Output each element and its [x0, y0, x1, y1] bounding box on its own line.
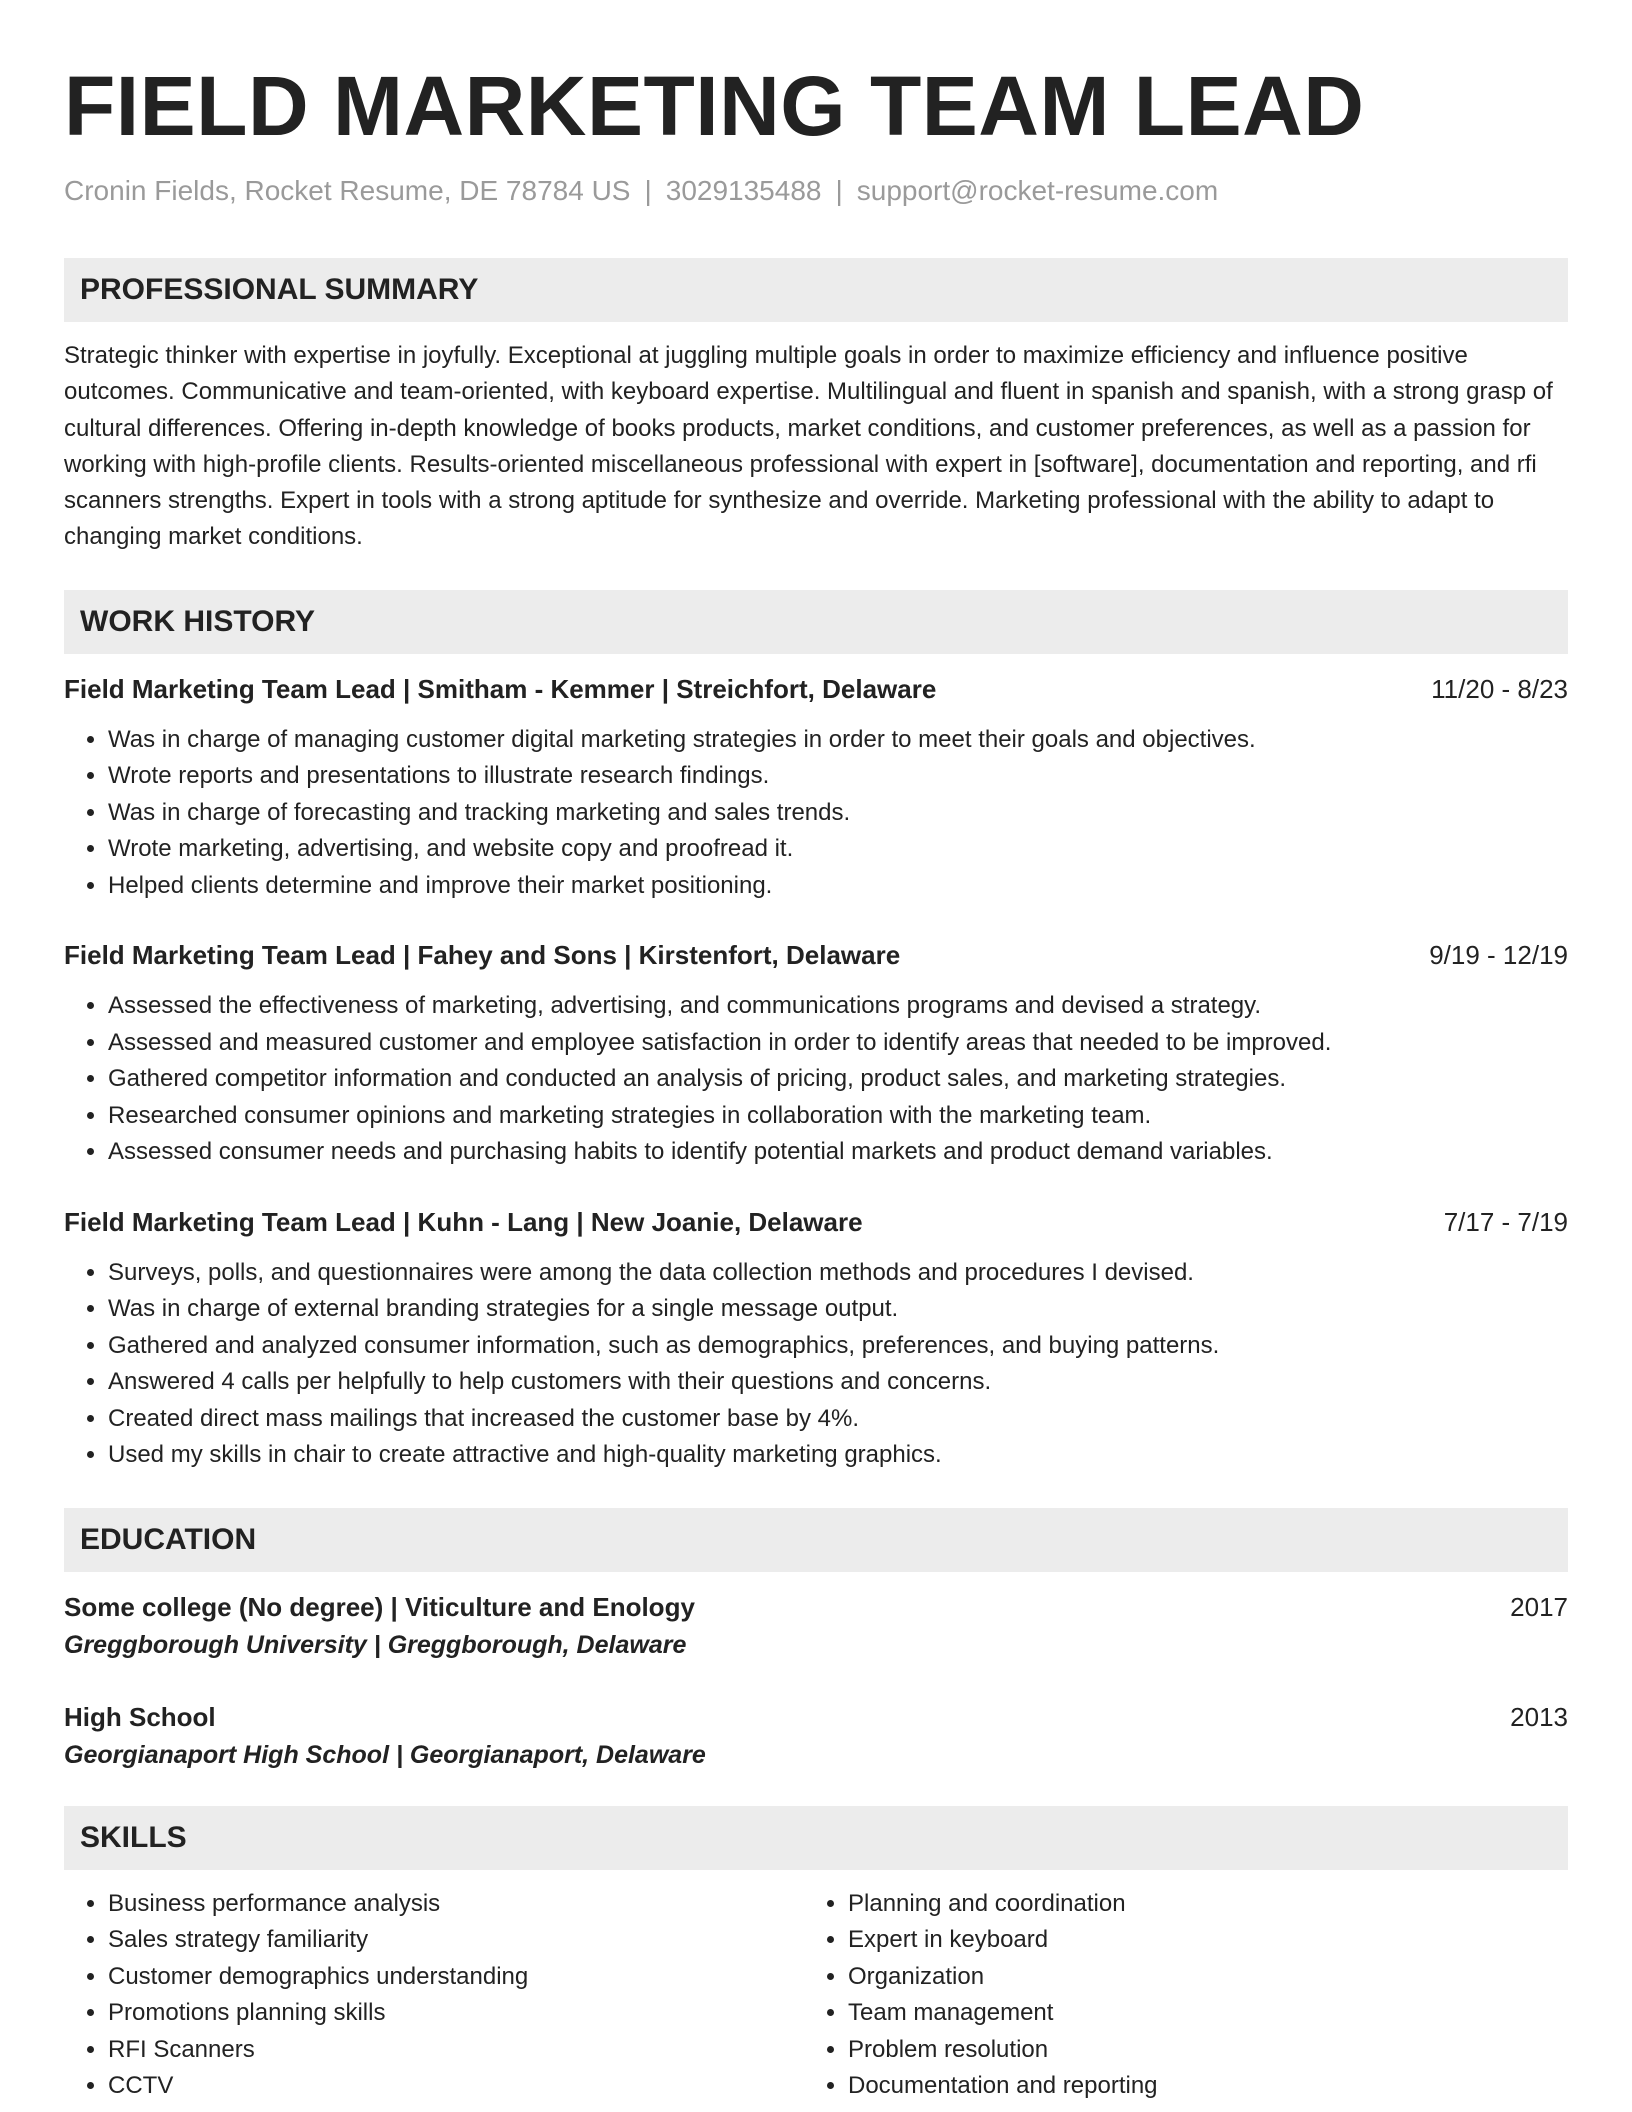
- job-title: Field Marketing Team Lead | Fahey and Sons | Kirstenfort, Delaware: [64, 940, 901, 971]
- job-title: Field Marketing Team Lead | Kuhn - Lang | New Joanie, Delaware: [64, 1206, 863, 1237]
- skill-item: • Customer demographics understanding: [108, 1959, 804, 1996]
- skills-column-right: [804, 1886, 1544, 2105]
- skill-item: • Team management: [848, 1995, 1544, 2032]
- education-school: Georgianaport High School | Georgianaport, Delaware: [64, 1740, 706, 1769]
- job-bullet: • Answered 4 calls per helpfully to help customers with their questions and concerns.: [108, 1364, 1568, 1401]
- education-year: 2013: [1510, 1701, 1568, 1732]
- job-bullet: • Gathered competitor information and conducted an analysis of pricing, product sales, and marketing strategies.: [108, 1061, 1568, 1098]
- job-bullet: • Used my skills in chair to create attractive and high-quality marketing graphics.: [108, 1437, 1568, 1474]
- section-header-skills: SKILLS: [64, 1806, 1568, 1870]
- job-bullet: • Wrote marketing, advertising, and website copy and proofread it.: [108, 831, 1568, 868]
- job-dates: 11/20 - 8/23: [1431, 673, 1568, 704]
- skills-column-left: [64, 1886, 804, 2105]
- job-bullets: [64, 1255, 1568, 1474]
- skill-item: • Business performance analysis: [108, 1886, 804, 1923]
- skill-item: • Problem resolution: [848, 2032, 1544, 2069]
- job-bullet: • Wrote reports and presentations to illustrate research findings.: [108, 758, 1568, 795]
- job-dates: 7/17 - 7/19: [1443, 1206, 1568, 1237]
- contact-separator: |: [835, 175, 843, 206]
- contact-address: Cronin Fields, Rocket Resume, DE 78784 US: [64, 175, 631, 206]
- job-entry: [64, 938, 1568, 1171]
- education-school: Greggborough University | Greggborough, Delaware: [64, 1630, 687, 1659]
- section-header-education: EDUCATION: [64, 1508, 1568, 1572]
- summary-text: Strategic thinker with expertise in joyfully. Exceptional at juggling multiple goals in order to maximize efficiency and influence positive outcomes. Communicative and team-oriented, with keyboard expertise. Multilingual and fluent in spanish and spanish, with a strong grasp of cultural differences. Offering in-depth knowledge of books products, market conditions, and customer preferences, as well as a passion for working with high-profile clients. Results-oriented miscellaneous professional with expert in [software], documentation and reporting, and rfi scanners strengths. Expert in tools with a strong aptitude for synthesize and override. Marketing professional with the ability to adapt to changing market conditions.: [64, 342, 1553, 551]
- job-bullet: • Assessed and measured customer and employee satisfaction in order to identify areas that needed to be improved.: [108, 1025, 1568, 1062]
- skill-item: • Documentation and reporting: [848, 2068, 1544, 2105]
- skill-item: • RFI Scanners: [108, 2032, 804, 2069]
- section-header-summary: PROFESSIONAL SUMMARY: [64, 258, 1568, 322]
- job-entry: [64, 1205, 1568, 1474]
- job-bullet: • Was in charge of managing customer digital marketing strategies in order to meet their goals and objectives.: [108, 722, 1568, 759]
- job-bullet: • Was in charge of external branding strategies for a single message output.: [108, 1291, 1568, 1328]
- job-bullet: • Surveys, polls, and questionnaires were among the data collection methods and procedures I devised.: [108, 1255, 1568, 1292]
- job-bullet: • Gathered and analyzed consumer information, such as demographics, preferences, and buying patterns.: [108, 1328, 1568, 1365]
- job-bullet: • Researched consumer opinions and marketing strategies in collaboration with the marketing team.: [108, 1098, 1568, 1135]
- education-degree: High School: [64, 1701, 216, 1732]
- job-bullet: • Helped clients determine and improve their market positioning.: [108, 868, 1568, 905]
- education-year: 2017: [1510, 1591, 1568, 1622]
- skill-item: • Sales strategy familiarity: [108, 1922, 804, 1959]
- job-bullets: [64, 722, 1568, 905]
- contact-separator: |: [644, 175, 652, 206]
- skill-item: • Expert in keyboard: [848, 1922, 1544, 1959]
- job-entry: [64, 672, 1568, 905]
- skill-item: • Promotions planning skills: [108, 1995, 804, 2032]
- job-title: Field Marketing Team Lead | Smitham - Kemmer | Streichfort, Delaware: [64, 673, 937, 704]
- job-bullet: • Was in charge of forecasting and tracking marketing and sales trends.: [108, 795, 1568, 832]
- skill-item: • Organization: [848, 1959, 1544, 1996]
- job-bullet: • Created direct mass mailings that increased the customer base by 4%.: [108, 1401, 1568, 1438]
- contact-email: support@rocket-resume.com: [856, 175, 1219, 206]
- job-bullet: • Assessed the effectiveness of marketing, advertising, and communications programs and devised a strategy.: [108, 988, 1568, 1025]
- skill-item: • CCTV: [108, 2068, 804, 2105]
- contact-phone: 3029135488: [665, 175, 822, 206]
- job-dates: 9/19 - 12/19: [1429, 940, 1568, 971]
- page-title: FIELD MARKETING TEAM LEAD: [64, 59, 1365, 153]
- skill-item: • Planning and coordination: [848, 1886, 1544, 1923]
- education-entry: [64, 1590, 1568, 1662]
- education-degree: Some college (No degree) | Viticulture and Enology: [64, 1591, 695, 1622]
- job-bullets: [64, 988, 1568, 1171]
- contact-line: [64, 174, 1568, 208]
- skills-list: [64, 1886, 1568, 2105]
- job-bullet: • Assessed consumer needs and purchasing habits to identify potential markets and product demand variables.: [108, 1134, 1568, 1171]
- education-entry: [64, 1700, 1568, 1772]
- section-header-work-history: WORK HISTORY: [64, 590, 1568, 654]
